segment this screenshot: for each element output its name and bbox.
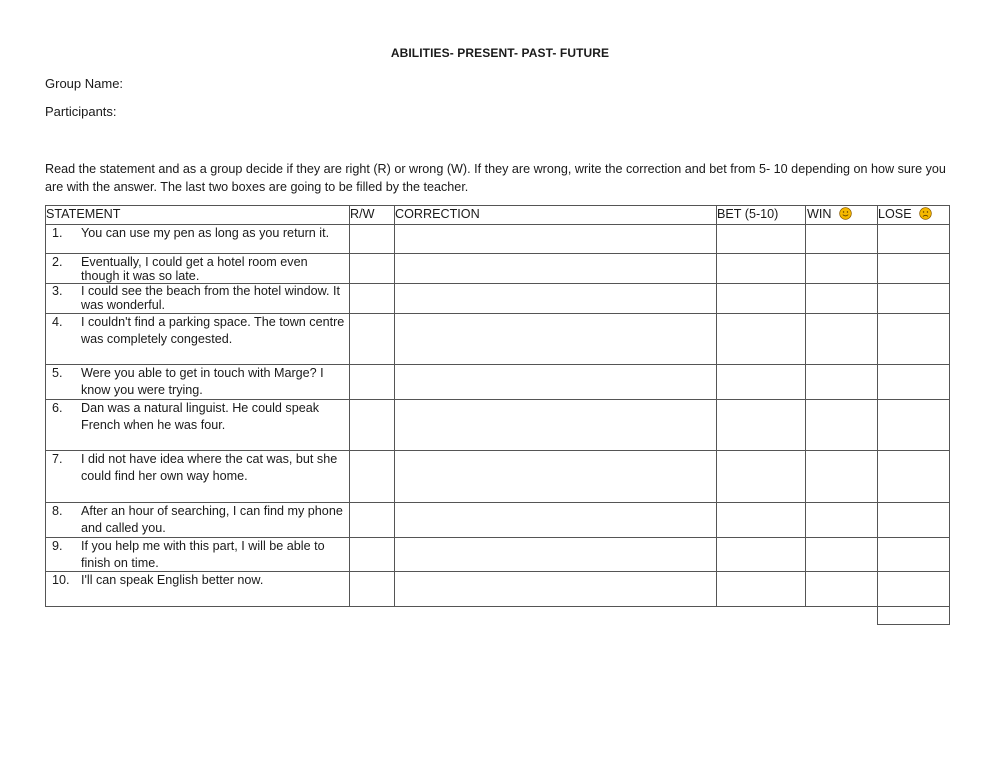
- bet-cell[interactable]: [717, 451, 806, 503]
- table-row: [46, 451, 950, 503]
- happy-face-icon: [839, 207, 852, 220]
- table-row: [46, 365, 950, 400]
- statement-cell: [46, 284, 350, 314]
- rw-cell[interactable]: [350, 314, 395, 365]
- sad-face-icon: [919, 207, 932, 220]
- statement-cell: [46, 400, 350, 451]
- header-lose: [878, 206, 950, 225]
- statement-text: You can use my pen as long as you return it.: [81, 226, 330, 240]
- win-cell[interactable]: [806, 284, 878, 314]
- statement-cell: [46, 538, 350, 572]
- header-bet: [717, 206, 806, 225]
- header-correction-label: CORRECTION: [395, 207, 480, 221]
- statement-number: 6.: [52, 401, 63, 415]
- statement-cell: [46, 503, 350, 538]
- bet-cell[interactable]: [717, 503, 806, 538]
- header-statement: [46, 206, 350, 225]
- table-row: [46, 225, 950, 254]
- lose-cell[interactable]: [878, 254, 950, 284]
- statement-cell: [46, 365, 350, 400]
- header-lose-label: LOSE: [878, 207, 912, 221]
- bet-cell[interactable]: [717, 572, 806, 607]
- statement-number: 4.: [52, 315, 63, 329]
- statement-number: 9.: [52, 539, 63, 553]
- correction-cell[interactable]: [395, 503, 717, 538]
- win-cell[interactable]: [806, 400, 878, 451]
- statement-cell: [46, 225, 350, 254]
- rw-cell[interactable]: [350, 365, 395, 400]
- statement-number: 10.: [52, 573, 70, 587]
- statement-text: I could see the beach from the hotel window. It was wonderful.: [81, 284, 341, 312]
- rw-cell[interactable]: [350, 225, 395, 254]
- table-row: [46, 254, 950, 284]
- table-row: [46, 314, 950, 365]
- header-win: [806, 206, 878, 225]
- header-statement-label: STATEMENT: [46, 207, 121, 221]
- win-cell[interactable]: [806, 225, 878, 254]
- bet-cell[interactable]: [717, 254, 806, 284]
- correction-cell[interactable]: [395, 225, 717, 254]
- statement-number: 3.: [52, 284, 63, 298]
- correction-cell[interactable]: [395, 538, 717, 572]
- answer-table: [45, 205, 950, 607]
- bet-cell[interactable]: [717, 225, 806, 254]
- rw-cell[interactable]: [350, 572, 395, 607]
- correction-cell[interactable]: [395, 451, 717, 503]
- page-title: ABILITIES- PRESENT- PAST- FUTURE: [390, 46, 610, 60]
- statement-cell: [46, 254, 350, 284]
- statement-cell: [46, 572, 350, 607]
- correction-cell[interactable]: [395, 314, 717, 365]
- table-row: [46, 503, 950, 538]
- correction-cell[interactable]: [395, 572, 717, 607]
- table-row: [46, 538, 950, 572]
- lose-cell[interactable]: [878, 365, 950, 400]
- rw-cell[interactable]: [350, 538, 395, 572]
- table-row: [46, 284, 950, 314]
- statement-text: I couldn't find a parking space. The town centre was completely congested.: [81, 315, 345, 346]
- statement-number: 8.: [52, 504, 63, 518]
- statement-text: After an hour of searching, I can find my phone and called you.: [81, 504, 343, 535]
- rw-cell[interactable]: [350, 400, 395, 451]
- header-correction: [395, 206, 717, 225]
- lose-cell[interactable]: [878, 284, 950, 314]
- rw-cell[interactable]: [350, 503, 395, 538]
- lose-cell[interactable]: [878, 225, 950, 254]
- win-cell[interactable]: [806, 365, 878, 400]
- header-win-label: WIN: [807, 207, 832, 221]
- lose-total-box[interactable]: [877, 607, 950, 625]
- win-cell[interactable]: [806, 314, 878, 365]
- lose-cell[interactable]: [878, 400, 950, 451]
- rw-cell[interactable]: [350, 284, 395, 314]
- lose-cell[interactable]: [878, 451, 950, 503]
- statement-text: Eventually, I could get a hotel room even though it was so late.: [81, 255, 308, 283]
- statement-text: Were you able to get in touch with Marge? I know you were trying.: [81, 366, 324, 397]
- statement-text: If you help me with this part, I will be able to finish on time.: [81, 539, 325, 570]
- correction-cell[interactable]: [395, 365, 717, 400]
- lose-cell[interactable]: [878, 314, 950, 365]
- bet-cell[interactable]: [717, 314, 806, 365]
- bet-cell[interactable]: [717, 365, 806, 400]
- lose-cell[interactable]: [878, 503, 950, 538]
- group-name-label: Group Name:: [45, 76, 124, 91]
- rw-cell[interactable]: [350, 451, 395, 503]
- win-cell[interactable]: [806, 254, 878, 284]
- bet-cell[interactable]: [717, 538, 806, 572]
- header-bet-label: BET (5-10): [717, 207, 779, 221]
- table-row: [46, 400, 950, 451]
- win-cell[interactable]: [806, 451, 878, 503]
- lose-cell[interactable]: [878, 572, 950, 607]
- rw-cell[interactable]: [350, 254, 395, 284]
- bet-cell[interactable]: [717, 284, 806, 314]
- bet-cell[interactable]: [717, 400, 806, 451]
- statement-number: 7.: [52, 452, 63, 466]
- statement-number: 5.: [52, 366, 63, 380]
- statement-text: I'll can speak English better now.: [81, 573, 264, 587]
- table-header-row: [46, 206, 950, 225]
- statement-text: Dan was a natural linguist. He could speak French when he was four.: [81, 401, 320, 432]
- statement-text: I did not have idea where the cat was, but she could find her own way home.: [81, 452, 338, 483]
- statement-number: 1.: [52, 226, 63, 240]
- statement-cell: [46, 314, 350, 365]
- participants-label: Participants:: [45, 104, 117, 119]
- win-cell[interactable]: [806, 572, 878, 607]
- table-row: [46, 572, 950, 607]
- header-rw-label: R/W: [350, 207, 375, 221]
- correction-cell[interactable]: [395, 254, 717, 284]
- win-cell[interactable]: [806, 538, 878, 572]
- lose-cell[interactable]: [878, 538, 950, 572]
- instructions-text: Read the statement and as a group decide if they are right (R) or wrong (W). If they are wrong, write the correction and bet from 5- 10 depending on how sure you are with the answer. The last two boxes are going to be filled by the teacher.: [45, 162, 946, 194]
- correction-cell[interactable]: [395, 400, 717, 451]
- statement-cell: [46, 451, 350, 503]
- correction-cell[interactable]: [395, 284, 717, 314]
- header-rw: [350, 206, 395, 225]
- win-cell[interactable]: [806, 503, 878, 538]
- statement-number: 2.: [52, 255, 63, 269]
